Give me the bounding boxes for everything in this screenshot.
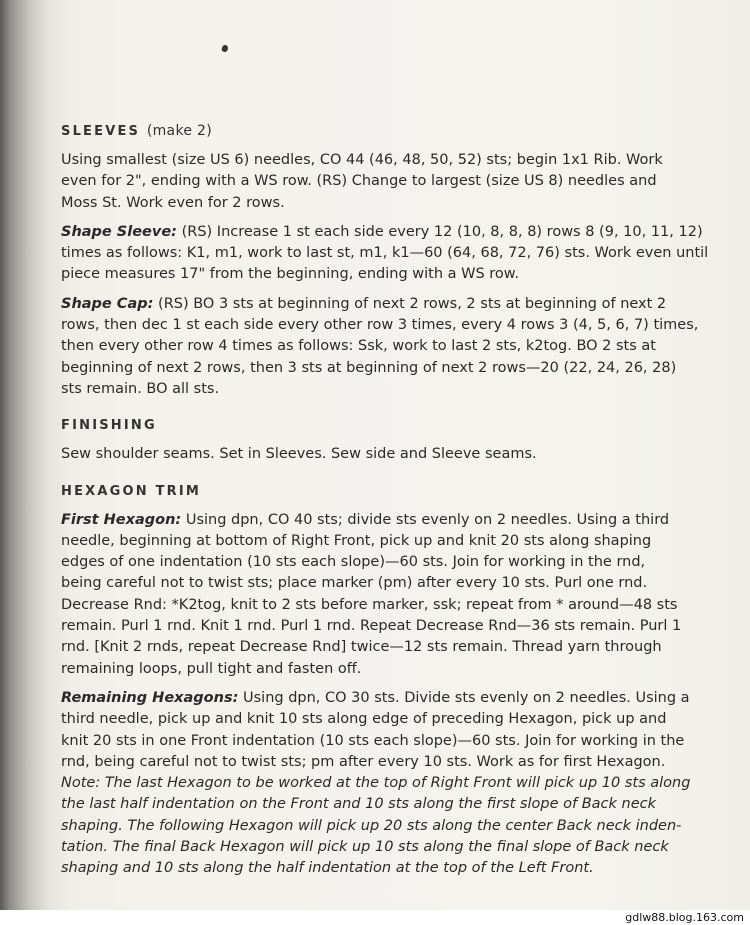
first-hexagon-lead: First Hexagon: [61,511,182,528]
note-line: Note: The last Hexagon to be worked at the top of Right Front will pick up 10 sts along [61,775,691,792]
remaining-hexagons-lead: Remaining Hexagons: [61,689,239,706]
watermark-text: gdlw88.blog.163.com [625,911,744,924]
shape-cap-lead: Shape Cap: [61,295,154,312]
note-line: shaping. The following Hexagon will pick up 20 sts along the center Back neck inden- [61,817,682,834]
sleeves-heading: SLEEVES (make 2) [61,123,212,139]
note-line: the last half indentation on the Front and 10 sts along the first slope of Back neck [61,796,656,813]
shape-sleeve-lead: Shape Sleeve: [61,223,177,240]
watermark-bar [0,910,750,925]
sleeves-intro-paragraph: Using smallest (size US 6) needles, CO 44 (46, 48, 50, 52) sts; begin 1x1 Rib. Work even for 2", ending with a WS row. (RS) Change to largest (size US 8) needles and Moss St. Work even for 2 rows. [61,152,663,211]
remaining-hexagons-paragraph: Remaining Hexagons: Using dpn, CO 30 sts. Divide sts evenly on 2 needles. Using a third needle, pick up and knit 10 sts along edge of preceding Hexagon, pick up and knit 20 sts in one Front indentation (10 sts each slope)—60 sts. Join for working in the rnd, being careful not to twist sts; pm after every 10 sts. Work as for first Hexagon. Note: The last Hexagon to be worked at the top of Right Front will pick up 10 sts along the last half indentation on the Front and 10 sts along the first slope of Back neck shaping. The following Hexagon will pick up 20 sts along the center Back neck inden- tation. The final Back Hexagon will pick up 10 sts along the final slope of Back neck shaping and 10 sts along the half indentation at the top of the Left Front. [61,688,711,880]
pattern-text [61,121,711,880]
hexagon-trim-heading: HEXAGON TRIM [61,483,202,499]
finishing-paragraph: Sew shoulder seams. Set in Sleeves. Sew side and Sleeve seams. [61,446,537,463]
finishing-heading: FINISHING [61,418,157,434]
ink-speck [221,44,229,53]
note-line: shaping and 10 sts along the half indentation at the top of the Left Front. [61,860,594,877]
sleeves-subheading: (make 2) [146,123,212,139]
note-line: tation. The final Back Hexagon will pick up 10 sts along the final slope of Back neck [61,839,669,856]
shape-cap-paragraph: Shape Cap: (RS) BO 3 sts at beginning of next 2 rows, 2 sts at beginning of next 2 rows, then dec 1 st each side every other row 3 times, every 4 rows 3 (4, 5, 6, 7) times, then every other row 4 times as follows: Ssk, work to last 2 sts, k2tog. BO 2 sts at beginning of next 2 rows, then 3 sts at beginning of next 2 rows—20 (22, 24, 26, 28) sts remain. BO all sts. [61,295,699,397]
first-hexagon-paragraph: First Hexagon: Using dpn, CO 40 sts; divide sts evenly on 2 needles. Using a third needle, beginning at bottom of Right Front, pick up and knit 20 sts along shaping edges of one indentation (10 sts each slope)—60 sts. Join for working in the rnd, being careful not to twist sts; place marker (pm) after every 10 sts. Purl one rnd. Decrease Rnd: *K2tog, knit to 2 sts before marker, ssk; repeat from * around—48 sts remain. Purl 1 rnd. Knit 1 rnd. Purl 1 rnd. Repeat Decrease Rnd—36 sts remain. Purl 1 rnd. [Knit 2 rnds, repeat Decrease Rnd] twice—12 sts remain. Thread yarn through remaining loops, pull tight and fasten off. [61,511,682,677]
shape-sleeve-paragraph: Shape Sleeve: (RS) Increase 1 st each side every 12 (10, 8, 8, 8) rows 8 (9, 10, 11, 12) times as follows: K1, m1, work to last st, m1, k1—60 (64, 68, 72, 76) sts. Work even until piece measures 17" from the beginning, ending with a WS row. [61,223,709,283]
